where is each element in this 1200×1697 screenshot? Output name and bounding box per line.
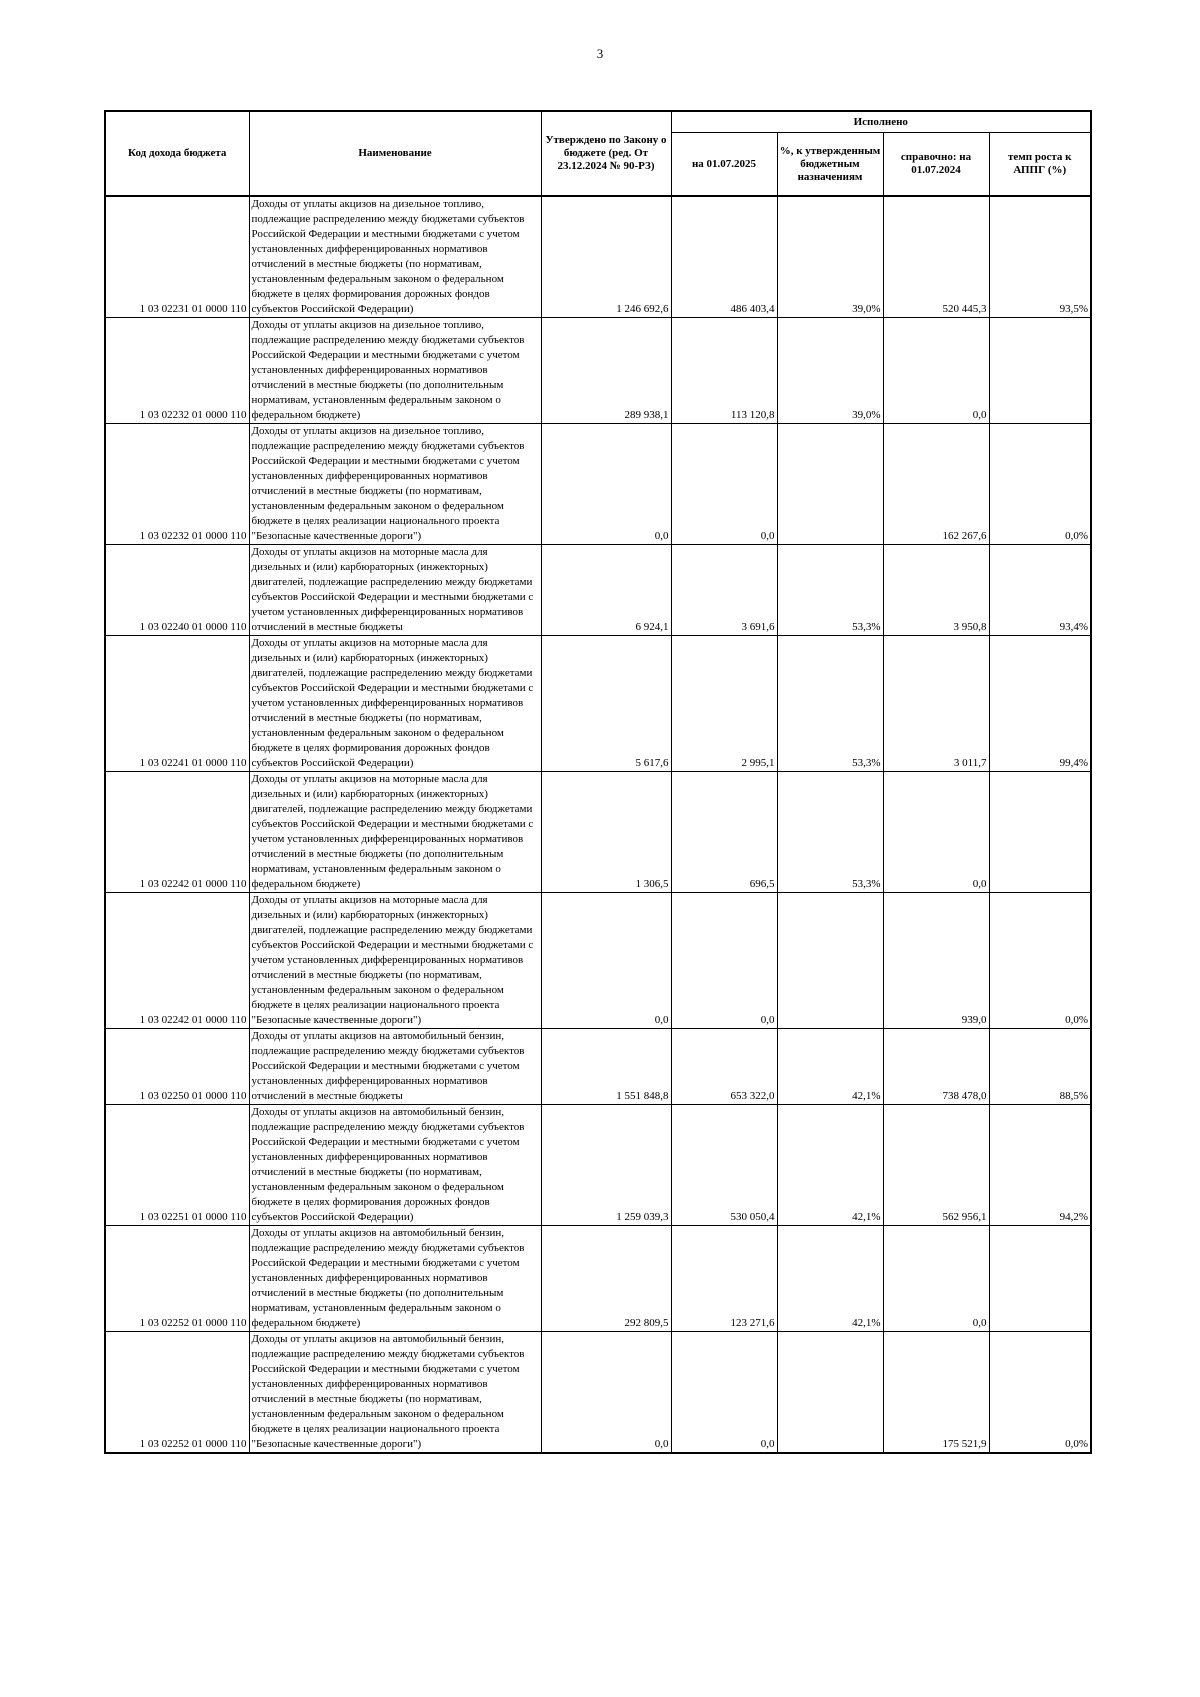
cell-percent	[777, 893, 883, 1029]
cell-percent: 42,1%	[777, 1226, 883, 1332]
cell-approved: 1 551 848,8	[541, 1029, 671, 1105]
cell-reference: 562 956,1	[883, 1105, 989, 1226]
cell-approved: 5 617,6	[541, 636, 671, 772]
cell-executed: 113 120,8	[671, 318, 777, 424]
cell-name: Доходы от уплаты акцизов на автомобильный бензин, подлежащие распределению между бюджетами субъектов Российской Федерации и местными бюджетами с учетом установленных дифференцированных нормативов отчислений в местные бюджеты (по нормативам, установленным федеральным законом о федеральном бюджете в целях реализации национального проекта "Безопасные качественные дороги")	[249, 1332, 541, 1454]
cell-reference: 3 950,8	[883, 545, 989, 636]
cell-name: Доходы от уплаты акцизов на автомобильный бензин, подлежащие распределению между бюджетами субъектов Российской Федерации и местными бюджетами с учетом установленных дифференцированных нормативов отчислений в местные бюджеты	[249, 1029, 541, 1105]
cell-name: Доходы от уплаты акцизов на автомобильный бензин, подлежащие распределению между бюджетами субъектов Российской Федерации и местными бюджетами с учетом установленных дифференцированных нормативов отчислений в местные бюджеты (по дополнительным нормативам, установленным федеральным законом о федеральном бюджете)	[249, 1226, 541, 1332]
header-name: Наименование	[249, 111, 541, 196]
cell-code: 1 03 02232 01 0000 110	[105, 424, 249, 545]
cell-name: Доходы от уплаты акцизов на дизельное топливо, подлежащие распределению между бюджетами субъектов Российской Федерации и местными бюджетами с учетом установленных дифференцированных нормативов отчислений в местные бюджеты (по нормативам, установленным федеральным законом о федеральном бюджете в целях реализации национального проекта "Безопасные качественные дороги")	[249, 424, 541, 545]
cell-reference: 939,0	[883, 893, 989, 1029]
cell-executed: 696,5	[671, 772, 777, 893]
cell-executed: 0,0	[671, 893, 777, 1029]
cell-reference: 3 011,7	[883, 636, 989, 772]
cell-approved: 289 938,1	[541, 318, 671, 424]
cell-name: Доходы от уплаты акцизов на автомобильный бензин, подлежащие распределению между бюджетами субъектов Российской Федерации и местными бюджетами с учетом установленных дифференцированных нормативов отчислений в местные бюджеты (по нормативам, установленным федеральным законом о федеральном бюджете в целях формирования дорожных фондов субъектов Российской Федерации)	[249, 1105, 541, 1226]
cell-executed: 486 403,4	[671, 196, 777, 318]
page-number: 3	[596, 46, 604, 61]
cell-approved: 1 246 692,6	[541, 196, 671, 318]
header-percent-of-approved: %, к утвержденным бюджетным назначениям	[777, 133, 883, 197]
cell-reference: 0,0	[883, 318, 989, 424]
header-executed-on-date: на 01.07.2025	[671, 133, 777, 197]
cell-code: 1 03 02241 01 0000 110	[105, 636, 249, 772]
cell-code: 1 03 02242 01 0000 110	[105, 893, 249, 1029]
cell-percent	[777, 424, 883, 545]
table-header	[105, 111, 1091, 196]
cell-executed: 0,0	[671, 424, 777, 545]
cell-approved: 1 306,5	[541, 772, 671, 893]
cell-approved: 0,0	[541, 893, 671, 1029]
cell-growth-rate: 99,4%	[989, 636, 1091, 772]
cell-growth-rate: 94,2%	[989, 1105, 1091, 1226]
cell-executed: 0,0	[671, 1332, 777, 1454]
table-row	[105, 772, 1091, 893]
cell-growth-rate: 0,0%	[989, 893, 1091, 1029]
cell-approved: 1 259 039,3	[541, 1105, 671, 1226]
table-row	[105, 318, 1091, 424]
cell-growth-rate: 0,0%	[989, 424, 1091, 545]
table-row	[105, 545, 1091, 636]
cell-reference: 175 521,9	[883, 1332, 989, 1454]
cell-reference: 738 478,0	[883, 1029, 989, 1105]
cell-percent: 39,0%	[777, 196, 883, 318]
cell-code: 1 03 02252 01 0000 110	[105, 1226, 249, 1332]
cell-percent	[777, 1332, 883, 1454]
cell-approved: 292 809,5	[541, 1226, 671, 1332]
header-reference: справочно: на 01.07.2024	[883, 133, 989, 197]
cell-growth-rate: 93,4%	[989, 545, 1091, 636]
cell-percent: 53,3%	[777, 545, 883, 636]
cell-percent: 53,3%	[777, 636, 883, 772]
cell-executed: 653 322,0	[671, 1029, 777, 1105]
cell-reference: 0,0	[883, 772, 989, 893]
cell-growth-rate: 88,5%	[989, 1029, 1091, 1105]
cell-growth-rate	[989, 318, 1091, 424]
cell-name: Доходы от уплаты акцизов на моторные масла для дизельных и (или) карбюраторных (инжекторных) двигателей, подлежащие распределению между бюджетами субъектов Российской Федерации и местными бюджетами с учетом установленных дифференцированных нормативов отчислений в местные бюджеты (по нормативам, установленным федеральным законом о федеральном бюджете в целях реализации национального проекта "Безопасные качественные дороги")	[249, 893, 541, 1029]
cell-reference: 162 267,6	[883, 424, 989, 545]
header-approved: Утверждено по Закону о бюджете (ред. От 23.12.2024 № 90-РЗ)	[541, 111, 671, 196]
cell-approved: 6 924,1	[541, 545, 671, 636]
cell-code: 1 03 02232 01 0000 110	[105, 318, 249, 424]
table-body	[105, 196, 1091, 1453]
cell-growth-rate: 93,5%	[989, 196, 1091, 318]
table-row	[105, 636, 1091, 772]
table-row	[105, 196, 1091, 318]
cell-executed: 3 691,6	[671, 545, 777, 636]
table-row	[105, 1029, 1091, 1105]
cell-approved: 0,0	[541, 424, 671, 545]
cell-reference: 520 445,3	[883, 196, 989, 318]
table-row	[105, 1105, 1091, 1226]
cell-growth-rate	[989, 772, 1091, 893]
cell-code: 1 03 02250 01 0000 110	[105, 1029, 249, 1105]
table-row	[105, 893, 1091, 1029]
table-row	[105, 1332, 1091, 1454]
cell-code: 1 03 02240 01 0000 110	[105, 545, 249, 636]
header-growth-rate: темп роста к АППГ (%)	[989, 133, 1091, 197]
cell-executed: 2 995,1	[671, 636, 777, 772]
cell-executed: 530 050,4	[671, 1105, 777, 1226]
header-executed-group: Исполнено	[671, 111, 1091, 133]
cell-code: 1 03 02242 01 0000 110	[105, 772, 249, 893]
cell-code: 1 03 02252 01 0000 110	[105, 1332, 249, 1454]
cell-name: Доходы от уплаты акцизов на дизельное топливо, подлежащие распределению между бюджетами субъектов Российской Федерации и местными бюджетами с учетом установленных дифференцированных нормативов отчислений в местные бюджеты (по нормативам, установленным федеральным законом о федеральном бюджете в целях формирования дорожных фондов субъектов Российской Федерации)	[249, 196, 541, 318]
cell-growth-rate: 0,0%	[989, 1332, 1091, 1454]
cell-code: 1 03 02251 01 0000 110	[105, 1105, 249, 1226]
cell-name: Доходы от уплаты акцизов на моторные масла для дизельных и (или) карбюраторных (инжекторных) двигателей, подлежащие распределению между бюджетами субъектов Российской Федерации и местными бюджетами с учетом установленных дифференцированных нормативов отчислений в местные бюджеты (по нормативам, установленным федеральным законом о федеральном бюджете в целях формирования дорожных фондов субъектов Российской Федерации)	[249, 636, 541, 772]
header-code: Код дохода бюджета	[105, 111, 249, 196]
table-row	[105, 424, 1091, 545]
cell-approved: 0,0	[541, 1332, 671, 1454]
cell-executed: 123 271,6	[671, 1226, 777, 1332]
cell-name: Доходы от уплаты акцизов на дизельное топливо, подлежащие распределению между бюджетами субъектов Российской Федерации и местными бюджетами с учетом установленных дифференцированных нормативов отчислений в местные бюджеты (по дополнительным нормативам, установленным федеральным законом о федеральном бюджете)	[249, 318, 541, 424]
cell-code: 1 03 02231 01 0000 110	[105, 196, 249, 318]
cell-percent: 42,1%	[777, 1105, 883, 1226]
budget-revenue-table	[104, 110, 1092, 1454]
cell-name: Доходы от уплаты акцизов на моторные масла для дизельных и (или) карбюраторных (инжекторных) двигателей, подлежащие распределению между бюджетами субъектов Российской Федерации и местными бюджетами с учетом установленных дифференцированных нормативов отчислений в местные бюджеты	[249, 545, 541, 636]
cell-percent: 39,0%	[777, 318, 883, 424]
cell-percent: 42,1%	[777, 1029, 883, 1105]
table-row	[105, 1226, 1091, 1332]
cell-reference: 0,0	[883, 1226, 989, 1332]
cell-name: Доходы от уплаты акцизов на моторные масла для дизельных и (или) карбюраторных (инжекторных) двигателей, подлежащие распределению между бюджетами субъектов Российской Федерации и местными бюджетами с учетом установленных дифференцированных нормативов отчислений в местные бюджеты (по дополнительным нормативам, установленным федеральным законом о федеральном бюджете)	[249, 772, 541, 893]
cell-percent: 53,3%	[777, 772, 883, 893]
cell-growth-rate	[989, 1226, 1091, 1332]
